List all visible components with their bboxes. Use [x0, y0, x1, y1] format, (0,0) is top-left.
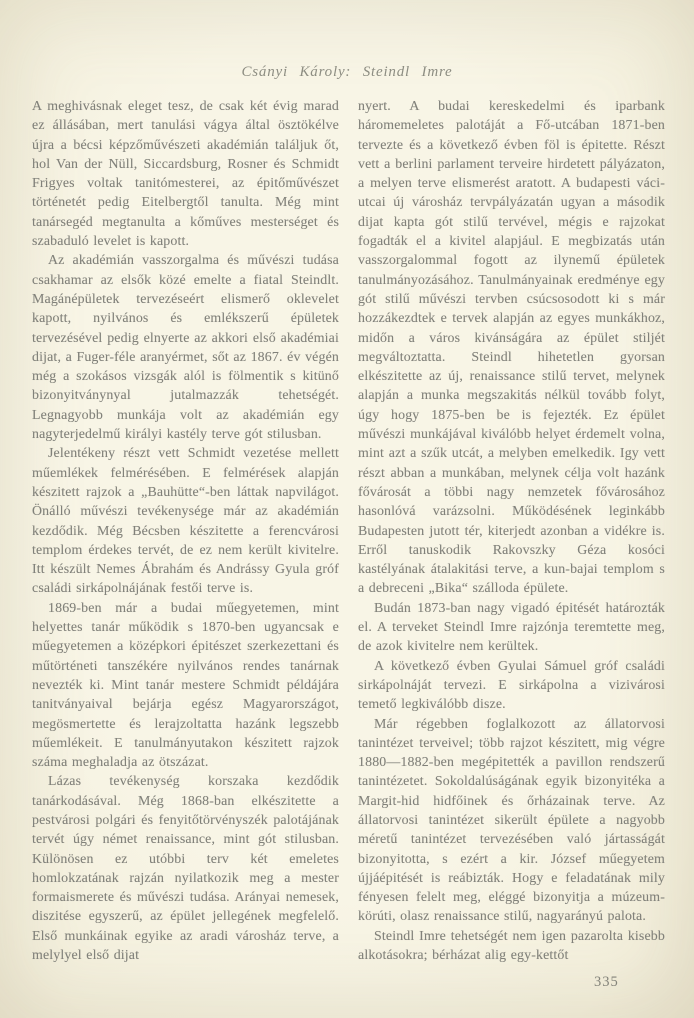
paragraph: Steindl Imre tehetségét nem igen pazarolta kisebb alkotásokra; bérházat alig egy-kettőt [358, 928, 665, 964]
paragraph-continuation: nyert. A budai kereskedelmi és iparbank háromemeletes palotáját a Fő-utcában 1871-ben tervezte és a következő évben föl is épitette. Részt vett a berlini parlament terveire hirdetett pályázaton, a melyen terve elismerést aratott. A budapesti váci-utcai új városház tervpályázatán ugyan a második dijat kapta gót stilű tervével, mégis e rajzokat fogadták el a kivitel alapjául. E megbizatás után vasszorgalommal fogott az ilynemű épületek tanulmányozásához. Tanulmányainak eredménye egy gót stilű művészi tervben csúcsosodott ki s már hozzákezdtek e tervek alapján az egyes munkákhoz, midőn a város kivánságára az épület stiljét megváltoztatta. Steindl hihetetlen gyorsan elkészitette az új, renaissance stilű tervet, melynek alapján a munka megszakitás nélkül tovább folyt, úgy hogy 1875-ben be is fejezték. Ez épület művészi munkájával kiválóbb helyet érdemelt volna, mint azt a szűk utcát, a melyben emelkedik. Igy vett részt abban a munkában, melynek célja volt hazánk fővárosát a többi nagy nemzetek fővárosához hasonlóvá varázsolni. Működésének leginkább Budapesten jutott tér, kiterjedt azonban a vidékre is. Erről tanuskodik Rakovszky Géza kosóci kastélyának átalakitási terve, a kun-bajai templom s a debreceni „Bika“ szálloda épülete. [358, 99, 665, 597]
running-header: Csányi Károly: Steindl Imre [241, 64, 453, 80]
paragraph: Jelentékeny részt vett Schmidt vezetése mellett műemlékek felmérésében. E felmérések alapján készitett rajzok a „Bauhütte“-ben láttak napvilágot. Önálló művészi tevékenysége már az akadémián kezdődik. Még Bécsben készitette a ferencvárosi templom érdekes tervét, de ez nem került kivitelre. Itt készült Nemes Ábrahám és Andrássy Gyula gróf családi sirkápolnájának festői terve is. [32, 446, 339, 597]
left-column [32, 97, 339, 965]
paragraph: Budán 1873-ban nagy vigadó épitését határozták el. A terveket Steindl Imre rajzónja teremtette meg, de azok kivitelre nem kerültek. [358, 600, 665, 655]
paragraph: 1869-ben már a budai műegyetemen, mint helyettes tanár működik s 1870-ben ugyancsak e műegyetemen a középkori épitészet szerkezettani és műtörténeti tanszékére nyilvános rendes tanárnak nevezték ki. Mint tanár mestere Schmidt példájára tanitványaival bejárja egész Magyarországot, megösmertette és lerajzoltatta hazánk legszebb műemlékeit. E tanulmányutakon készitett rajzok száma meghaladja az ötszázat. [32, 600, 339, 771]
paragraph: Az akadémián vasszorgalma és művészi tudása csakhamar az elsők közé emelte a fiatal Steindlt. Magánépületek tervezéseért elismerő oklevelet kapott, nyilvános és emlékszerű épületek tervezésével pedig elnyerte az akkori első akadémiai dijat, a Fuger-féle aranyérmet, sőt az 1867. év végén még a szokásos vizsgák alól is fölmentik s kitünő bizonyitványnyal jutalmazzák tehetségét. Legnagyobb munkája volt az akadémián egy nagyterjedelmű királyi kastély terve gót stilusban. [32, 253, 339, 443]
paragraph: A következő évben Gyulai Sámuel gróf családi sirkápolnáját tervezi. E sirkápolna a vizivárosi temető legkiválóbb disze. [358, 658, 665, 713]
paragraph: Lázas tevékenység korszaka kezdődik tanárkodásával. Még 1868-ban elkészitette a pestvárosi polgári és fenyitőtörvényszék palotájának tervét úgy német renaissance, mint gót stilusban. Különösen ez utóbbi terv két emeletes homlokzatának rajzán nyilatkozik meg a mester formaismerete és művészi tudása. Arányai nemesek, diszitése egyszerű, az épület jellegének megfelelő. Első munkáinak egyike az aradi városház terve, a melylyel első dijat [32, 774, 339, 964]
text-columns [32, 97, 666, 965]
page-number: 335 [594, 974, 619, 990]
paragraph: Már régebben foglalkozott az állatorvosi tanintézet terveivel; több rajzot készitett, mig végre 1880—1882-ben megépitették a pavillon rendszerű tanintézetet. Sokoldalúságának egyik bizonyitéka a Margit-hid hidfőinek és őrházainak terve. Az állatorvosi tanintézet sikerült épülete a nagyobb méretű tanintézet tervezésében való jártasságát bizonyitotta, s ezért a kir. József műegyetem újjáépitését is reábizták. Hogy e feladatának mily fényesen felelt meg, eléggé bizonyitja a múzeum-körúti, olasz renaissance stilű, nagyarányú palota. [358, 716, 665, 925]
right-column [358, 97, 665, 965]
paragraph-continuation: A meghivásnak eleget tesz, de csak két évig marad ez állásában, mert tanulási vágya által ösztökélve újra a bécsi képzőművészeti akadémián találjuk őt, hol Van der Nüll, Siccardsburg, Rosner és Schmidt Frigyes voltak tanitómesterei, az épitőművészet történetét pedig Eitelbergtől tanulta. Még mint tanársegéd megtanulta a kőműves mesterséget és szabaduló levelet is kapott. [32, 99, 339, 250]
